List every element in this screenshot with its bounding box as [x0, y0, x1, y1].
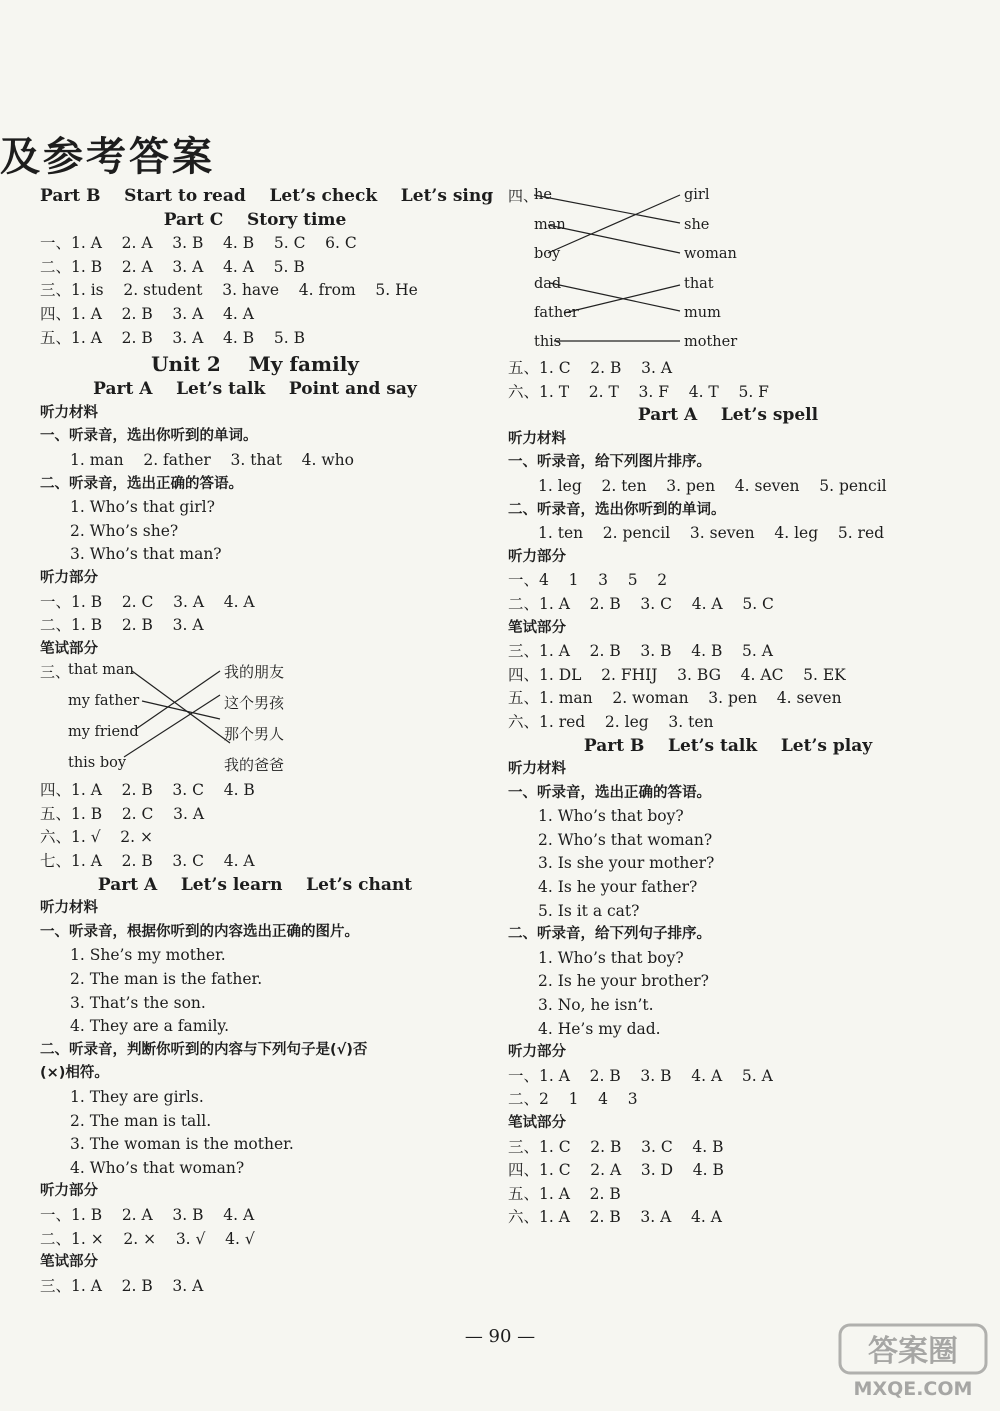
section-heading: Part B Start to read Let’s check Let’s sing	[40, 186, 494, 206]
answer-line: 六、1. A 2. B 3. A 4. A	[508, 1208, 722, 1227]
answer-line: 二、1. B 2. B 3. A	[40, 616, 204, 635]
match-right-item: 这个男孩	[224, 694, 285, 713]
answer-line: 七、1. A 2. B 3. C 4. A	[40, 852, 255, 871]
section-label: 笔试部分	[508, 619, 566, 636]
answer-line: 二、1. A 2. B 3. C 4. A 5. C	[508, 594, 774, 613]
section-heading: Part A Let’s learn Let’s chant	[97, 874, 413, 895]
answer-line: 2. Who’s she?	[70, 521, 179, 540]
match-right-item: that	[684, 276, 714, 292]
answer-line: 五、1. B 2. C 3. A	[40, 804, 205, 823]
answer-line: 1. Who’s that girl?	[70, 498, 215, 517]
answer-line: 三、1. C 2. B 3. C 4. B	[508, 1137, 724, 1156]
answer-line: 3. The woman is the mother.	[70, 1135, 294, 1154]
section-label: 笔试部分	[40, 1254, 98, 1271]
answer-line: 1. ten 2. pencil 3. seven 4. leg 5. red	[538, 524, 885, 543]
section-label: 听力部分	[508, 1044, 566, 1061]
answer-line: 3. Who’s that man?	[70, 545, 222, 564]
section-label: 听力材料	[40, 404, 98, 421]
left-bottom-lines	[40, 779, 470, 1298]
answer-line: 一、1. B 2. A 3. B 4. A	[40, 1205, 255, 1224]
answer-line: 1. man 2. father 3. that 4. who	[70, 450, 354, 469]
answer-line: 六、1. √ 2. ×	[40, 828, 154, 847]
section-label: 二、听录音，判断你听到的内容与下列句子是(√)否	[40, 1041, 368, 1058]
answer-line: 五、1. C 2. B 3. A	[508, 359, 673, 377]
match-left-item: my father	[68, 693, 140, 710]
section-label: 笔试部分	[508, 1115, 566, 1131]
answer-line: 四、1. A 2. B 3. A 4. A	[40, 304, 254, 323]
answer-line: 二、1. × 2. × 3. √ 4. √	[40, 1229, 255, 1248]
answer-line: 2. Is he your brother?	[538, 972, 709, 991]
answer-line: 4. They are a family.	[70, 1017, 230, 1036]
answer-line: 2. Who’s that woman?	[538, 830, 713, 849]
answer-line: 四、1. C 2. A 3. D 4. B	[508, 1161, 724, 1180]
answer-line: 一、4 1 3 5 2	[508, 571, 668, 590]
section-label: 一、听录音，选出你听到的单词。	[40, 428, 258, 445]
section-label: 二、听录音，给下列句子排序。	[508, 926, 711, 943]
left-column	[40, 185, 494, 1298]
section-label: 听力材料	[508, 430, 566, 447]
answer-line: 三、1. A 2. B 3. A	[40, 1276, 204, 1295]
match-left-item: this boy	[68, 755, 127, 772]
section-label: 听力材料	[508, 761, 566, 778]
answer-line: 五、1. man 2. woman 3. pen 4. seven	[508, 689, 842, 708]
section-heading: Part A Let’s spell	[637, 405, 819, 426]
answer-line: 一、1. A 2. B 3. B 4. A 5. A	[508, 1066, 773, 1085]
watermark-logo	[838, 1323, 988, 1401]
match-prefix: 三、	[40, 663, 71, 682]
section-label: 一、听录音，给下列图片排序。	[508, 454, 711, 471]
answer-line: 1. She’s my mother.	[70, 946, 226, 965]
answer-line: 1. leg 2. ten 3. pen 4. seven 5. pencil	[538, 476, 887, 495]
answer-line: 五、1. A 2. B	[508, 1184, 621, 1203]
match-right-item: woman	[684, 246, 737, 262]
answer-line: 4. He’s my dad.	[538, 1019, 661, 1038]
section-label: 笔试部分	[40, 640, 98, 657]
answer-line: 3. That’s the son.	[70, 993, 206, 1012]
watermark-text-url: MXQE.COM	[853, 1378, 973, 1400]
answer-line: 四、1. DL 2. FHIJ 3. BG 4. AC 5. EK	[508, 665, 846, 684]
match-right-item: 我的朋友	[224, 663, 285, 682]
answer-line: 5. Is it a cat?	[538, 901, 640, 920]
watermark-text-cn: 答案圈	[868, 1334, 958, 1369]
answer-line: 3. No, he isn’t.	[538, 996, 654, 1015]
section-label: 二、听录音，选出正确的答语。	[40, 475, 243, 492]
match-left-item: he	[534, 187, 552, 203]
section-label: 听力材料	[40, 900, 98, 917]
section-label: 二、听录音，选出你听到的单词。	[508, 501, 726, 518]
match-left-item: that man	[68, 662, 134, 679]
answer-line: 2. The man is tall.	[70, 1111, 212, 1130]
match-left-item: my friend	[68, 724, 139, 741]
matching-exercise-left	[40, 661, 470, 779]
match-prefix: 四、	[508, 187, 539, 205]
right-column	[508, 185, 948, 1230]
answer-line: 三、1. is 2. student 3. have 4. from 5. He	[40, 281, 418, 300]
answer-line: 4. Who’s that woman?	[70, 1158, 245, 1177]
section-heading: Part A Let’s talk Point and say	[93, 379, 417, 400]
answer-line: 4. Is he your father?	[538, 878, 698, 897]
answer-line: 1. Who’s that boy?	[538, 807, 684, 826]
answer-line: 六、1. T 2. T 3. F 4. T 5. F	[508, 382, 769, 401]
matching-lines	[508, 185, 948, 357]
answer-line: 六、1. red 2. leg 3. ten	[508, 712, 714, 731]
match-left-item: man	[534, 217, 566, 233]
match-right-item: girl	[684, 187, 710, 203]
match-right-item: she	[684, 217, 710, 233]
section-label: 听力部分	[40, 1183, 98, 1200]
section-label: 一、听录音，根据你听到的内容选出正确的图片。	[40, 923, 359, 940]
section-heading: Part C Story time	[163, 209, 347, 230]
section-label: (×)相符。	[40, 1065, 109, 1082]
match-left-item: father	[534, 305, 579, 321]
match-left-item: boy	[534, 246, 561, 262]
match-right-item: mum	[684, 305, 721, 321]
answer-line: 1. They are girls.	[70, 1088, 204, 1106]
section-label: 听力部分	[40, 569, 98, 586]
match-right-item: 那个男人	[224, 725, 285, 744]
match-right-item: mother	[684, 334, 738, 350]
answer-line: 1. Who’s that boy?	[538, 948, 684, 967]
section-label: 一、听录音，选出正确的答语。	[508, 784, 711, 801]
matching-exercise-right	[508, 185, 948, 357]
section-label: 听力部分	[508, 548, 566, 565]
answer-line: 五、1. A 2. B 3. A 4. B 5. B	[40, 328, 305, 347]
unit-heading: Unit 2 My family	[151, 352, 359, 377]
section-heading: Part B Let’s talk Let’s play	[583, 735, 873, 756]
answer-line: 二、1. B 2. A 3. A 4. A 5. B	[40, 257, 305, 276]
answer-line: 一、1. B 2. C 3. A 4. A	[40, 592, 255, 611]
match-right-item: 我的爸爸	[224, 756, 285, 775]
match-left-item: this	[534, 334, 562, 350]
answer-line: 3. Is she your mother?	[538, 854, 715, 873]
answer-line: 二、2 1 4 3	[508, 1090, 638, 1109]
left-top-lines	[40, 185, 494, 661]
right-lines	[508, 357, 948, 1230]
answer-line: 四、1. A 2. B 3. C 4. B	[40, 781, 255, 800]
page-number: — 90 —	[464, 1326, 536, 1347]
answer-line: 2. The man is the father.	[70, 970, 263, 989]
page-title: 及参考答案	[0, 133, 215, 180]
match-left-item: dad	[534, 276, 562, 292]
answer-line: 三、1. A 2. B 3. B 4. B 5. A	[508, 642, 773, 661]
answer-line: 一、1. A 2. A 3. B 4. B 5. C 6. C	[40, 234, 357, 253]
